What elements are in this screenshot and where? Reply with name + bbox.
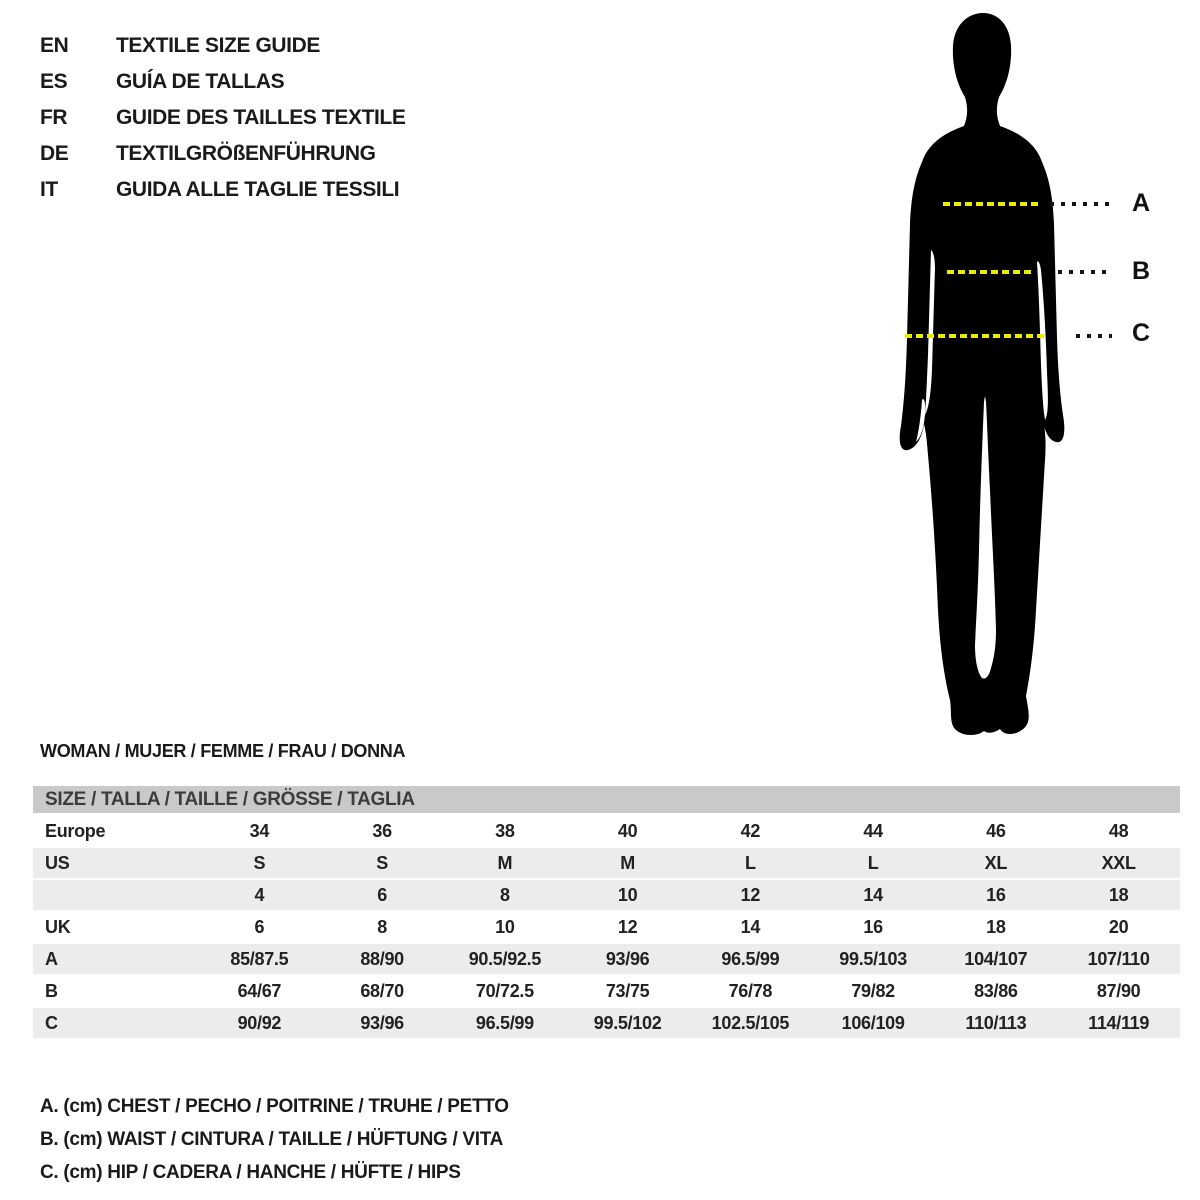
table-cell: 12 [740, 885, 761, 905]
language-code: ES [40, 70, 68, 93]
table-cell: 114/119 [1088, 1013, 1150, 1033]
table-cell: 20 [1108, 917, 1129, 937]
table-cell: S [376, 853, 388, 873]
table-cell: 14 [863, 885, 883, 905]
table-cell: 83/86 [974, 981, 1018, 1001]
language-code: FR [40, 106, 68, 129]
measurement-legend [40, 1090, 509, 1189]
table-cell: 14 [740, 917, 761, 937]
table-cell: 96.5/99 [721, 949, 780, 969]
table-cell: 76/78 [728, 981, 773, 1001]
table-cell: 70/72.5 [475, 981, 534, 1001]
table-cell: 10 [495, 917, 515, 937]
legend-line: B. (cm) WAIST / CINTURA / TAILLE / HÜFTUNG / VITA [40, 1129, 504, 1150]
row-label: US [45, 853, 70, 873]
measure-line-c-dashes [905, 334, 1047, 338]
table-cell: 18 [986, 917, 1006, 937]
table-cell: 88/90 [360, 949, 404, 969]
table-cell: 34 [249, 821, 270, 841]
table-cell: 12 [617, 917, 638, 937]
language-code: DE [40, 142, 69, 165]
legend-line: C. (cm) HIP / CADERA / HANCHE / HÜFTE / HIPS [40, 1162, 461, 1183]
size-table [33, 786, 1180, 1040]
language-row [40, 100, 405, 136]
language-title: TEXTILE SIZE GUIDE [116, 34, 320, 57]
table-cell: 102.5/105 [711, 1013, 790, 1033]
table-cell: M [620, 853, 635, 873]
table-cell: S [253, 853, 266, 873]
measure-line-a-dashes [943, 202, 1040, 206]
measure-label-c: C [1131, 319, 1151, 347]
table-cell: L [745, 853, 756, 873]
table-row [33, 912, 1180, 942]
language-row [40, 136, 405, 172]
table-cell: 42 [740, 821, 761, 841]
table-cell: M [497, 853, 513, 873]
table-cell: 4 [254, 885, 265, 905]
section-title: WOMAN / MUJER / FEMME / FRAU / DONNA [40, 741, 406, 761]
table-cell: 68/70 [360, 981, 404, 1001]
legend-line: A. (cm) CHEST / PECHO / POITRINE / TRUHE / PETTO [40, 1096, 509, 1117]
row-label: A [45, 949, 58, 969]
table-row [33, 816, 1180, 846]
woman-silhouette [880, 0, 1100, 740]
row-label: Europe [45, 821, 106, 841]
table-cell: 79/82 [851, 981, 895, 1001]
table-cell: 87/90 [1096, 981, 1141, 1001]
table-cell: 8 [377, 917, 387, 937]
language-title-list [40, 28, 405, 208]
table-cell: 36 [372, 821, 392, 841]
table-cell: 8 [500, 885, 510, 905]
table-cell: 107/110 [1087, 949, 1150, 969]
row-label [33, 880, 198, 910]
table-cell: 16 [863, 917, 883, 937]
table-cell: 93/96 [360, 1013, 404, 1033]
row-label: UK [45, 917, 71, 937]
language-title: GUÍA DE TALLAS [116, 70, 285, 93]
table-cell: 104/107 [964, 949, 1028, 969]
table-row [33, 976, 1180, 1006]
table-cell: 85/87.5 [230, 949, 289, 969]
table-row [33, 848, 1180, 878]
table-cell: 6 [377, 885, 387, 905]
table-cell: 10 [617, 885, 638, 905]
table-cell: L [867, 853, 879, 873]
table-cell: 93/96 [605, 949, 650, 969]
table-cell: XXL [1101, 853, 1136, 873]
row-label: B [45, 981, 58, 1001]
size-table-header: SIZE / TALLA / TAILLE / GRÖSSE / TAGLIA [33, 786, 1180, 813]
language-code: IT [40, 178, 58, 201]
measure-label-a: A [1131, 189, 1151, 217]
table-cell: 38 [495, 821, 515, 841]
language-title: TEXTILGRÖßENFÜHRUNG [116, 142, 376, 165]
table-cell: 46 [986, 821, 1006, 841]
measure-line-c-dots [1076, 334, 1112, 338]
measure-line-a-dots [1050, 202, 1112, 206]
table-cell: 18 [1108, 885, 1129, 905]
table-cell: 96.5/99 [475, 1013, 534, 1033]
table-cell: 73/75 [605, 981, 650, 1001]
language-code: EN [40, 34, 69, 57]
language-row [40, 28, 405, 64]
size-table-body [33, 816, 1180, 1038]
measure-line-b-dots [1058, 270, 1112, 274]
table-cell: 64/67 [237, 981, 282, 1001]
table-cell: 6 [254, 917, 265, 937]
table-cell: 16 [986, 885, 1006, 905]
table-cell: XL [984, 853, 1008, 873]
language-title: GUIDE DES TAILLES TEXTILE [116, 106, 406, 129]
table-cell: 90/92 [237, 1013, 282, 1033]
table-cell: 110/113 [965, 1013, 1027, 1033]
table-cell: 40 [617, 821, 638, 841]
table-cell: 99.5/103 [839, 949, 907, 969]
table-cell: 99.5/102 [593, 1013, 662, 1033]
language-row [40, 64, 405, 100]
table-row [33, 944, 1180, 974]
table-row [33, 880, 1180, 910]
table-row [33, 1008, 1180, 1038]
language-row [40, 172, 405, 208]
table-cell: 48 [1108, 821, 1129, 841]
measure-line-b-dashes [947, 270, 1032, 274]
table-cell: 106/109 [841, 1013, 905, 1033]
table-cell: 44 [863, 821, 883, 841]
table-cell: 90.5/92.5 [468, 949, 542, 969]
measure-label-b: B [1131, 257, 1151, 285]
language-title: GUIDA ALLE TAGLIE TESSILI [116, 178, 400, 201]
row-label: C [45, 1013, 58, 1033]
